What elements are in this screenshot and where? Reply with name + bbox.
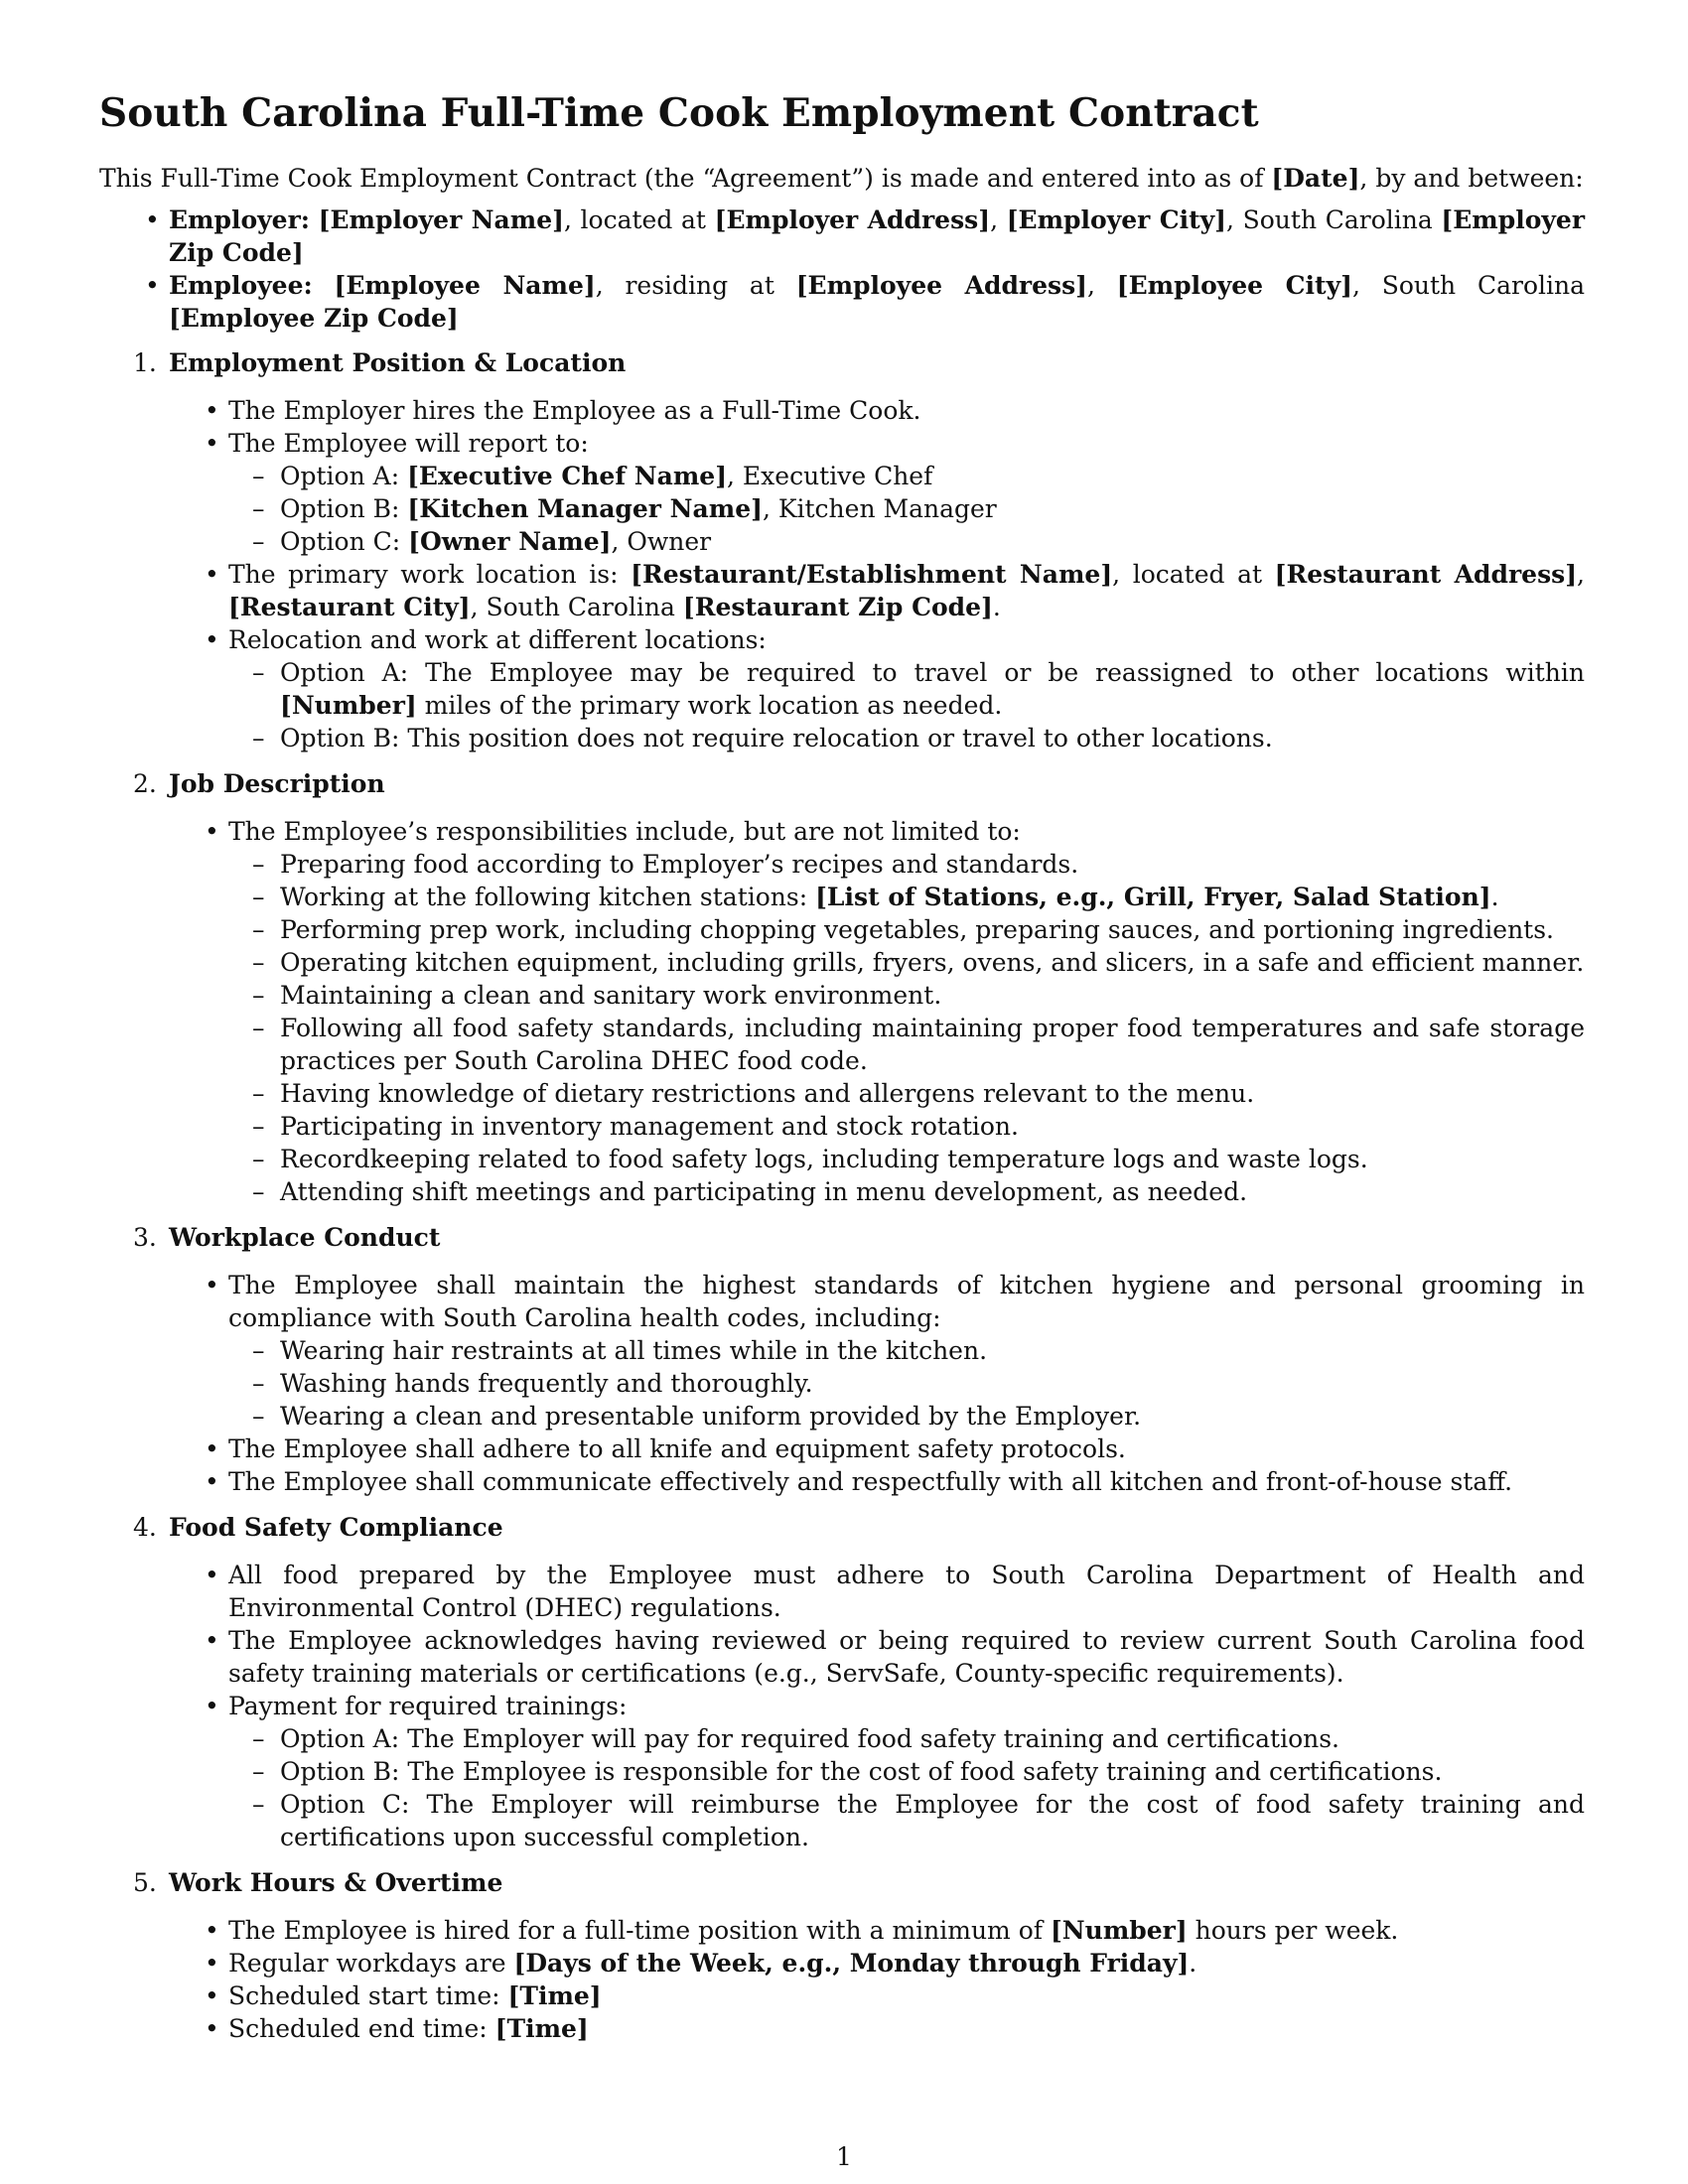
employee-text-1: , residing at xyxy=(595,271,796,300)
employee-zip-placeholder: [Employee Zip Code] xyxy=(169,304,459,333)
bullet-item xyxy=(228,1690,1585,1853)
section-number: 4. xyxy=(133,1513,157,1542)
bullet-item xyxy=(228,1979,1585,2012)
sub-text: . xyxy=(1490,883,1499,911)
bullet-text: hours per week. xyxy=(1187,1916,1399,1945)
restaurant-city-placeholder: [Restaurant City] xyxy=(228,593,471,621)
restaurant-name-placeholder: [Restaurant/Establishment Name] xyxy=(631,560,1113,589)
employer-city-placeholder: [Employer City] xyxy=(1006,205,1227,234)
executive-chef-placeholder: [Executive Chef Name] xyxy=(407,462,728,490)
sub-item: – Operating kitchen equipment, including grills, fryers, ovens, and slicers, in a safe and efficient manner. xyxy=(280,946,1585,979)
party-employer xyxy=(169,204,1585,269)
bullet-item xyxy=(228,558,1585,623)
employee-city-placeholder: [Employee City] xyxy=(1116,271,1352,300)
sub-text: Option C: xyxy=(280,527,409,556)
section-title: Employment Position & Location xyxy=(169,348,627,377)
employer-address-placeholder: [Employer Address] xyxy=(714,205,991,234)
sub-item xyxy=(280,881,1585,913)
contract-page xyxy=(99,91,1585,2058)
sub-item: – Participating in inventory management and stock rotation. xyxy=(280,1110,1585,1143)
employee-text-2: , xyxy=(1087,271,1117,300)
employee-label: Employee: xyxy=(169,271,313,300)
intro-text-end: , by and between: xyxy=(1359,164,1584,193)
bullet-item: • The Employee shall communicate effectively and respectfully with all kitchen and front-of-house staff. xyxy=(228,1465,1585,1498)
employer-zip-placeholder: [Employer Zip Code] xyxy=(169,205,1586,267)
section-bullets xyxy=(169,815,1585,1208)
sub-item: – Option B: The Employee is responsible for the cost of food safety training and certifications. xyxy=(280,1755,1585,1788)
employee-text-3: , South Carolina xyxy=(1351,271,1585,300)
bullet-text: The primary work location is: xyxy=(228,560,632,589)
kitchen-manager-placeholder: [Kitchen Manager Name] xyxy=(407,494,763,523)
sub-item: – Maintaining a clean and sanitary work environment. xyxy=(280,979,1585,1012)
section-title: Work Hours & Overtime xyxy=(169,1868,503,1897)
sub-item: – Preparing food according to Employer’s recipes and standards. xyxy=(280,848,1585,881)
section-job-description xyxy=(99,767,1585,1208)
bullet-item: • All food prepared by the Employee must adhere to South Carolina Department of Health and Environmental Control (DHEC) regulations. xyxy=(228,1559,1585,1624)
sub-text: miles of the primary work location as needed. xyxy=(416,691,1003,720)
owner-placeholder: [Owner Name] xyxy=(408,527,612,556)
sub-item: – Option B: This position does not require relocation or travel to other locations. xyxy=(280,722,1585,754)
bullet-text: Payment for required trainings: xyxy=(228,1692,628,1720)
employer-text-3: , South Carolina xyxy=(1226,205,1442,234)
sub-item: – Following all food safety standards, including maintaining proper food temperatures and safe storage practices per South Carolina DHEC food code. xyxy=(280,1012,1585,1077)
sub-text: Option B: xyxy=(280,494,408,523)
bullet-text: Relocation and work at different locations: xyxy=(228,625,767,654)
employer-text-1: , located at xyxy=(563,205,715,234)
sub-text: , Kitchen Manager xyxy=(762,494,997,523)
party-employee xyxy=(169,269,1585,335)
section-employment-position xyxy=(99,346,1585,754)
section-bullets xyxy=(169,1914,1585,2045)
sub-list xyxy=(228,848,1585,1208)
bullet-text: , xyxy=(1577,560,1585,589)
sub-item: – Wearing a clean and presentable uniform provided by the Employer. xyxy=(280,1400,1585,1433)
bullet-item: • The Employee shall adhere to all knife and equipment safety protocols. xyxy=(228,1433,1585,1465)
section-bullets xyxy=(169,1269,1585,1498)
parties-list xyxy=(99,204,1585,335)
bullet-text: The Employee will report to: xyxy=(228,429,589,458)
bullet-item xyxy=(228,1947,1585,1979)
sub-list xyxy=(228,460,1585,558)
bullet-text: . xyxy=(992,593,1001,621)
document-title: South Carolina Full-Time Cook Employment Contract xyxy=(99,90,1259,136)
employer-name-placeholder: [Employer Name] xyxy=(318,205,564,234)
section-number: 1. xyxy=(133,348,157,377)
sub-item: – Washing hands frequently and thoroughly. xyxy=(280,1367,1585,1400)
bullet-item xyxy=(228,623,1585,754)
section-bullets xyxy=(169,394,1585,754)
sub-item xyxy=(280,656,1585,722)
sub-item xyxy=(280,460,1585,492)
bullet-item: • The Employee acknowledges having reviewed or being required to review current South Carolina food safety training materials or certifications (e.g., ServSafe, County-specific requirements). xyxy=(228,1624,1585,1690)
bullet-text: Scheduled end time: xyxy=(228,2014,495,2043)
sub-item: – Having knowledge of dietary restrictions and allergens relevant to the menu. xyxy=(280,1077,1585,1110)
section-number: 2. xyxy=(133,769,157,798)
section-food-safety xyxy=(99,1511,1585,1853)
bullet-text: . xyxy=(1189,1949,1197,1978)
bullet-item xyxy=(228,1269,1585,1433)
sub-item: – Option C: The Employer will reimburse the Employee for the cost of food safety training and certifications upon successful completion. xyxy=(280,1788,1585,1853)
miles-placeholder: [Number] xyxy=(280,691,417,720)
sub-item: – Wearing hair restraints at all times while in the kitchen. xyxy=(280,1334,1585,1367)
sub-item: – Recordkeeping related to food safety logs, including temperature logs and waste logs. xyxy=(280,1143,1585,1175)
restaurant-address-placeholder: [Restaurant Address] xyxy=(1274,560,1578,589)
section-work-hours xyxy=(99,1866,1585,2045)
bullet-item xyxy=(228,815,1585,1208)
bullet-text: The Employee shall maintain the highest standards of kitchen hygiene and personal grooming in compliance with South Carolina health codes, including: xyxy=(228,1271,1585,1332)
bullet-item xyxy=(228,2012,1585,2045)
sub-text: Option A: xyxy=(280,462,408,490)
hours-placeholder: [Number] xyxy=(1050,1916,1188,1945)
section-number: 3. xyxy=(133,1223,157,1252)
restaurant-zip-placeholder: [Restaurant Zip Code] xyxy=(682,593,993,621)
sub-text: , Executive Chef xyxy=(727,462,933,490)
intro-paragraph xyxy=(99,162,1585,195)
sub-list xyxy=(228,1722,1585,1853)
employer-text-2: , xyxy=(990,205,1007,234)
employee-address-placeholder: [Employee Address] xyxy=(795,271,1087,300)
sub-item: – Performing prep work, including chopping vegetables, preparing sauces, and portioning ingredients. xyxy=(280,913,1585,946)
sub-list xyxy=(228,656,1585,754)
sections-list xyxy=(99,346,1585,2045)
page-number: 1 xyxy=(836,2142,852,2171)
workdays-placeholder: [Days of the Week, e.g., Monday through Friday] xyxy=(513,1949,1190,1978)
employee-name-placeholder: [Employee Name] xyxy=(334,271,596,300)
bullet-item xyxy=(228,1914,1585,1947)
bullet-text: , located at xyxy=(1112,560,1275,589)
bullet-text: The Employee is hired for a full-time position with a minimum of xyxy=(228,1916,1051,1945)
sub-item xyxy=(280,525,1585,558)
start-time-placeholder: [Time] xyxy=(507,1981,602,2010)
bullet-text: The Employee’s responsibilities include, but are not limited to: xyxy=(228,817,1021,846)
bullet-text: , South Carolina xyxy=(470,593,683,621)
sub-text: Option A: The Employee may be required to travel or be reassigned to other locations within xyxy=(280,658,1585,687)
section-title: Workplace Conduct xyxy=(169,1223,441,1252)
bullet-item xyxy=(228,427,1585,558)
section-title: Job Description xyxy=(169,769,385,798)
sub-text: Working at the following kitchen stations: xyxy=(280,883,816,911)
sub-item: – Attending shift meetings and participating in menu development, as needed. xyxy=(280,1175,1585,1208)
sub-item: – Option A: The Employer will pay for required food safety training and certifications. xyxy=(280,1722,1585,1755)
employer-label: Employer: xyxy=(169,205,310,234)
end-time-placeholder: [Time] xyxy=(494,2014,589,2043)
sub-text: , Owner xyxy=(611,527,712,556)
section-bullets xyxy=(169,1559,1585,1853)
date-placeholder: [Date] xyxy=(1271,164,1360,193)
sub-list xyxy=(228,1334,1585,1433)
bullet-item: • The Employer hires the Employee as a Full-Time Cook. xyxy=(228,394,1585,427)
bullet-text: Regular workdays are xyxy=(228,1949,514,1978)
bullet-text: Scheduled start time: xyxy=(228,1981,508,2010)
stations-placeholder: [List of Stations, e.g., Grill, Fryer, Salad Station] xyxy=(815,883,1491,911)
section-title: Food Safety Compliance xyxy=(169,1513,503,1542)
section-workplace-conduct xyxy=(99,1221,1585,1498)
intro-text: This Full-Time Cook Employment Contract (the “Agreement”) is made and entered into as of xyxy=(99,164,1272,193)
section-number: 5. xyxy=(133,1868,157,1897)
sub-item xyxy=(280,492,1585,525)
